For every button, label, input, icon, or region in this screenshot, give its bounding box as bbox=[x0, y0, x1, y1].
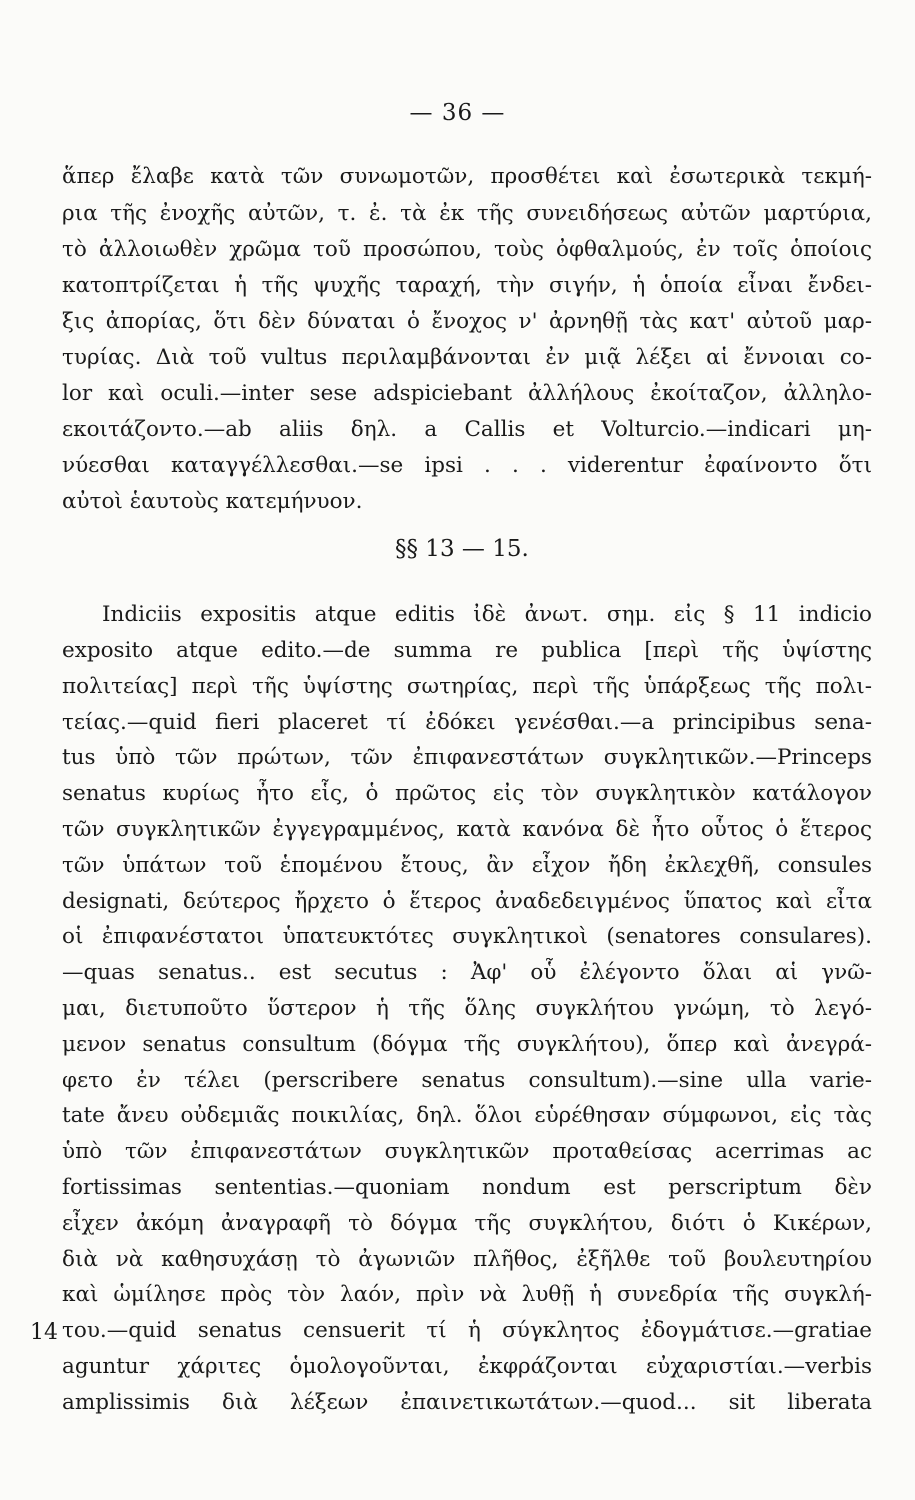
text-line: τῶν συγκλητικῶν ἐγγεγραμμένος, κατὰ κανόνα δὲ ἦτο οὗτος ὁ ἕτερος bbox=[62, 817, 872, 842]
page-number: — 36 — bbox=[409, 100, 506, 126]
text-line: ὑπὸ τῶν ἐπιφανεστάτων συγκλητικῶν προταθείσας acerrimas ac bbox=[62, 1139, 872, 1164]
text-line: μενον senatus consultum (δόγμα τῆς συγκλήτου), ὅπερ καὶ ἀνεγρά- bbox=[62, 1032, 872, 1057]
text-line: κατοπτρίζεται ἡ τῆς ψυχῆς ταραχή, τὴν σιγήν, ἡ ὁποία εἶναι ἔνδει- bbox=[62, 273, 872, 298]
text-line: aguntur χάριτες ὁμολογοῦνται, ἐκφράζονται εὐχαριστίαι.—verbis bbox=[62, 1354, 872, 1379]
text-line: ξις ἀπορίας, ὅτι δὲν δύναται ὁ ἔνοχος ν' ἀρνηθῇ τὰς κατ' αὐτοῦ μαρ- bbox=[62, 309, 872, 334]
text-line: φετο ἐν τέλει (perscribere senatus consultum).—sine ulla varie- bbox=[62, 1068, 872, 1093]
text-line: exposito atque edito.—de summa re publica [περὶ τῆς ὑψίστης bbox=[62, 638, 872, 663]
text-line: Indiciis expositis atque editis ἰδὲ ἀνωτ. σημ. εἰς § 11 indicio bbox=[102, 602, 872, 627]
text-line: αὐτοὶ ἑαυτοὺς κατεμήνυον. bbox=[62, 489, 363, 514]
text-line: senatus κυρίως ἦτο εἷς, ὁ πρῶτος εἰς τὸν συγκλητικὸν κατάλογον bbox=[62, 781, 872, 806]
text-line: τὸ ἀλλοιωθὲν χρῶμα τοῦ προσώπου, τοὺς ὀφθαλμούς, ἐν τοῖς ὁποίοις bbox=[62, 237, 872, 262]
text-line: πολιτείας] περὶ τῆς ὑψίστης σωτηρίας, περὶ τῆς ὑπάρξεως τῆς πολι- bbox=[62, 674, 872, 699]
text-line: designati, δεύτερος ἤρχετο ὁ ἕτερος ἀναδεδειγμένος ὕπατος καὶ εἶτα bbox=[62, 889, 872, 914]
text-line: lor καὶ oculi.—inter sese adspiciebant ἀλλήλους ἐκοίταζον, ἀλληλο- bbox=[62, 381, 872, 406]
text-line: του.—quid senatus censuerit τί ἡ σύγκλητος ἐδογμάτισε.—gratiae bbox=[62, 1318, 872, 1343]
text-line: μαι, διετυποῦτο ὕστερον ἡ τῆς ὅλης συγκλήτου γνώμη, τὸ λεγό- bbox=[62, 996, 872, 1021]
text-line: εἶχεν ἀκόμη ἀναγραφῆ τὸ δόγμα τῆς συγκλήτου, διότι ὁ Κικέρων, bbox=[62, 1211, 872, 1236]
text-line: ρια τῆς ἐνοχῆς αὐτῶν, τ. ἐ. τὰ ἐκ τῆς συνειδήσεως αὐτῶν μαρτύρια, bbox=[62, 201, 872, 226]
text-line: εκοιτάζοντο.—ab aliis δηλ. a Callis et Volturcio.—indicari μη- bbox=[62, 417, 872, 442]
text-line: τυρίας. Διὰ τοῦ vultus περιλαμβάνονται ἐν μιᾷ λέξει αἱ ἔννοιαι co- bbox=[62, 345, 872, 370]
text-line: tus ὑπὸ τῶν πρώτων, τῶν ἐπιφανεστάτων συγκλητικῶν.—Princeps bbox=[62, 745, 872, 770]
text-line: νύεσθαι καταγγέλλεσθαι.—se ipsi . . . viderentur ἐφαίνοντο ὅτι bbox=[62, 453, 872, 478]
text-line: tate ἄνευ οὐδεμιᾶς ποικιλίας, δηλ. ὅλοι εὑρέθησαν σύμφωνοι, εἰς τὰς bbox=[62, 1103, 872, 1128]
text-line: fortissimas sententias.—quoniam nondum est perscriptum δὲν bbox=[62, 1175, 872, 1200]
text-line: —quas senatus.. est secutus : Ἀφ' οὗ ἐλέγοντο ὅλαι αἱ γνῶ- bbox=[62, 960, 872, 985]
text-line: οἱ ἐπιφανέστατοι ὑπατευκτότες συγκλητικοὶ (senatores consulares). bbox=[62, 924, 872, 949]
text-line: ἅπερ ἔλαβε κατὰ τῶν συνωμοτῶν, προσθέτει καὶ ἐσωτερικὰ τεκμή- bbox=[62, 164, 872, 189]
text-line: amplissimis διὰ λέξεων ἐπαινετικωτάτων.—quod... sit liberata bbox=[62, 1390, 872, 1415]
text-line: τῶν ὑπάτων τοῦ ἑπομένου ἔτους, ἂν εἶχον ἤδη ἐκλεχθῆ, consules bbox=[62, 853, 872, 878]
section-heading: §§ 13 — 15. bbox=[395, 536, 529, 562]
text-line: καὶ ὡμίλησε πρὸς τὸν λαόν, πρὶν νὰ λυθῇ ἡ συνεδρία τῆς συγκλή- bbox=[62, 1282, 872, 1307]
text-line: τείας.—quid fieri placeret τί ἐδόκει γενέσθαι.—a principibus sena- bbox=[62, 710, 872, 735]
margin-line-number: 14 bbox=[30, 1320, 58, 1345]
text-line: διὰ νὰ καθησυχάσῃ τὸ ἀγωνιῶν πλῆθος, ἐξῆλθε τοῦ βουλευτηρίου bbox=[62, 1247, 872, 1272]
